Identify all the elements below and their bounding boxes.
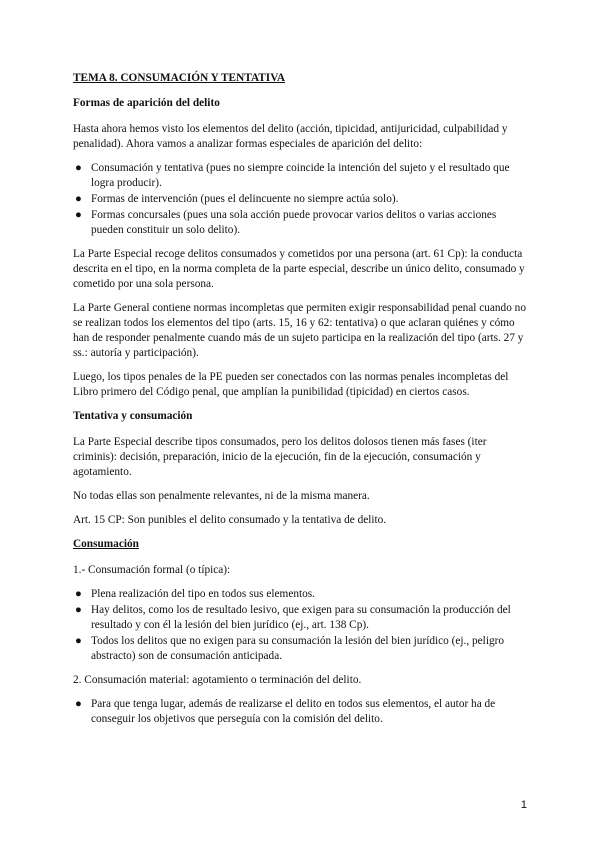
list-item: ● Formas de intervención (pues el delincuente no siempre actúa solo). <box>75 193 399 205</box>
paragraph: La Parte General contiene normas incompletas que permiten exigir responsabilidad penal cuando no se realizan todos los elementos del tipo (arts. 15, 16 y 62: tentativa) o que aclaran quiénes y cómo han de responder penalmente cuando más de un sujeto participa en la realización del tipo (arts. 27 y ss.: autoría y participación). <box>73 302 526 359</box>
list-item: ● Todos los delitos que no exigen para su consumación la lesión del bien jurídico (ej., peligro abstracto) son de consumación anticipada. <box>75 635 505 662</box>
list-item: ● Hay delitos, como los de resultado lesivo, que exigen para su consumación la producción del resultado y con él la lesión del bien jurídico (ej., art. 138 Cp). <box>75 604 511 631</box>
bullet-icon: ● <box>75 162 82 174</box>
bullet-list <box>73 697 528 727</box>
paragraph: No todas ellas son penalmente relevantes, ni de la misma manera. <box>73 490 370 502</box>
paragraph: La Parte Especial describe tipos consumados, pero los delitos dolosos tienen más fases (iter criminis): decisión, preparación, inicio de la ejecución, fin de la ejecución, consumación y agotamiento. <box>73 436 487 478</box>
section-heading-tentativa: Tentativa y consumación <box>73 410 193 422</box>
paragraph: La Parte Especial recoge delitos consumados y cometidos por una persona (art. 61 Cp): la conducta descrita en el tipo, en la norma completa de la parte especial, describe un único delito, consumado y cometido por una sola persona. <box>73 248 525 290</box>
subheading: 1.- Consumación formal (o típica): <box>73 564 231 576</box>
list-item: ● Plena realización del tipo en todos sus elementos. <box>75 588 315 600</box>
page-number: 1 <box>520 799 527 811</box>
bullet-icon: ● <box>75 588 82 600</box>
section-heading-consumacion: Consumación <box>73 538 139 550</box>
list-item: ● Consumación y tentativa (pues no siempre coincide la intención del sujeto y el resultado que logra producir). <box>75 162 510 189</box>
document-title: TEMA 8. CONSUMACIÓN Y TENTATIVA <box>73 72 286 84</box>
bullet-icon: ● <box>75 209 82 221</box>
paragraph: Hasta ahora hemos visto los elementos del delito (acción, tipicidad, antijuricidad, culpabilidad y penalidad). Ahora vamos a analizar formas especiales de aparición del delito: <box>73 123 508 150</box>
bullet-icon: ● <box>75 193 82 205</box>
bullet-icon: ● <box>75 604 82 616</box>
paragraph: Luego, los tipos penales de la PE pueden ser conectados con las normas penales incompletas del Libro primero del Código penal, que amplían la punibilidad (tipicidad) en ciertos casos. <box>73 371 509 398</box>
bullet-list <box>73 161 528 238</box>
bullet-list <box>73 587 528 664</box>
list-item: ● Formas concursales (pues una sola acción puede provocar varios delitos o varias acciones pueden constituir un solo delito). <box>75 209 497 236</box>
section-heading-formas: Formas de aparición del delito <box>73 97 220 109</box>
bullet-icon: ● <box>75 635 82 647</box>
bullet-icon: ● <box>75 698 82 710</box>
paragraph: Art. 15 CP: Son punibles el delito consumado y la tentativa de delito. <box>73 514 387 526</box>
list-item: ● Para que tenga lugar, además de realizarse el delito en todos sus elementos, el autor ha de conseguir los objetivos que perseguía con la comisión del delito. <box>75 698 496 725</box>
document-page <box>73 66 528 736</box>
subheading: 2. Consumación material: agotamiento o terminación del delito. <box>73 674 362 686</box>
